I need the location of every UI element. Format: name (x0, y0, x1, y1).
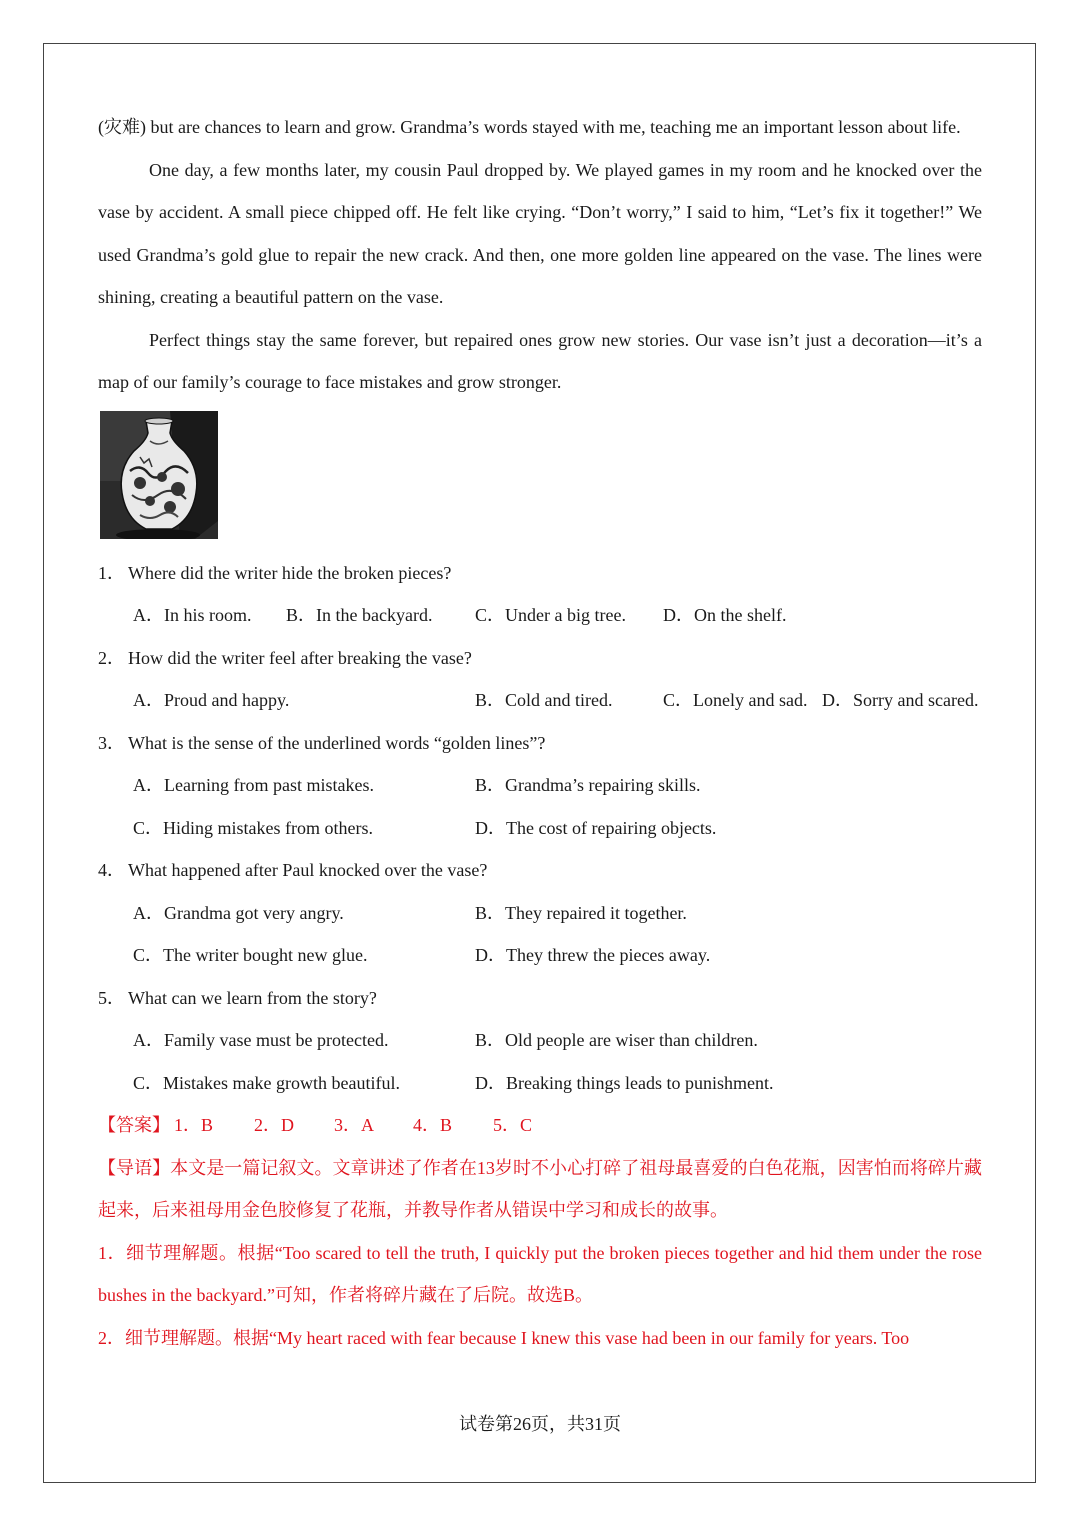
question-4: 4． What happened after Paul knocked over the vase? (98, 860, 488, 880)
question-5: 5． What can we learn from the story? (98, 987, 377, 1008)
passage-paragraph-2: One day, a few months later, my cousin Paul dropped by. We played games in my room and he knocked over the vase by accident. A small piece chipped off. He felt like crying. “Don’t worry,” I said to him, “Let’s fix it together!” We used Grandma’s gold glue to repair the new crack. And then, one more golden line appeared on the vase. The lines were shining, creating a beautiful pattern on the vase. (98, 159, 982, 307)
page-footer: 试卷第26页，共31页 (459, 1414, 621, 1434)
explanation-1: 1．细节理解题。根据“Too scared to tell the truth, I quickly put the broken pieces together and hid them under the rose bushes in the backyard.”可知，作者将碎片藏在了后院。故选B。 (98, 1242, 982, 1305)
option-a: A．Grandma got very angry. (133, 902, 344, 923)
option-a: A．Proud and happy. (133, 690, 290, 710)
option-c: C．Lonely and sad. (663, 690, 808, 710)
vase-photo (100, 411, 218, 539)
passage-paragraph-1: (灾难) but are chances to learn and grow. Grandma’s words stayed with me, teaching me an important lesson about life. (98, 117, 961, 137)
option-b: B．Cold and tired. (475, 690, 613, 710)
option-b: B．They repaired it together. (475, 902, 687, 923)
answer-3: 3．A (334, 1115, 374, 1135)
option-d: D．Breaking things leads to punishment. (475, 1072, 774, 1093)
question-5-options-row-1 (98, 1019, 982, 1062)
question-1: 1． Where did the writer hide the broken pieces? (98, 562, 452, 583)
answer-4: 4．B (413, 1115, 453, 1135)
question-1-options (98, 594, 982, 637)
question-3-options-row-1 (98, 764, 982, 807)
question-list (98, 552, 982, 1105)
option-d: D．They threw the pieces away. (475, 945, 711, 965)
option-d: D．The cost of repairing objects. (475, 817, 717, 838)
option-c: C．Mistakes make growth beautiful. (133, 1072, 400, 1093)
answer-2: 2．D (254, 1115, 294, 1135)
option-d: D．On the shelf. (663, 605, 787, 625)
option-a: A．In his room. (133, 605, 252, 625)
answer-label: 【答案】 (98, 1115, 170, 1135)
option-a: A．Family vase must be protected. (133, 1030, 389, 1050)
option-c: C．Under a big tree. (475, 605, 626, 625)
option-c: C．Hiding mistakes from others. (133, 817, 373, 838)
option-b: B．In the backyard. (286, 605, 433, 625)
passage-paragraph-3: Perfect things stay the same forever, but repaired ones grow new stories. Our vase isn’t just a decoration—it’s a map of our family’s courage to face mistakes and grow stronger. (98, 329, 982, 392)
option-a: A．Learning from past mistakes. (133, 775, 374, 795)
question-5-options-row-2 (98, 1062, 982, 1105)
option-c: C．The writer bought new glue. (133, 945, 368, 965)
option-d: D．Sorry and scared. (822, 690, 979, 710)
question-4-options-row-1 (98, 892, 982, 935)
guide-label: 【导语】 (98, 1157, 171, 1178)
guide-paragraph (98, 1147, 982, 1232)
question-3: 3． What is the sense of the underlined words “golden lines”? (98, 732, 546, 753)
option-b: B．Old people are wiser than children. (475, 1030, 758, 1050)
question-4-options-row-2 (98, 934, 982, 977)
question-3-options-row-2 (98, 807, 982, 850)
answer-key (98, 1104, 982, 1147)
page-content (98, 106, 982, 1359)
explanation-2: 2．细节理解题。根据“My heart raced with fear because I knew this vase had been in our family for years. Too (98, 1327, 910, 1348)
question-2: 2． How did the writer feel after breaking the vase? (98, 647, 472, 668)
guide-text: 本文是一篇记叙文。文章讲述了作者在13岁时不小心打碎了祖母最喜爱的白色花瓶，因害怕而将碎片藏起来，后来祖母用金色胶修复了花瓶，并教导作者从错误中学习和成长的故事。 (98, 1157, 983, 1220)
question-2-options (98, 679, 982, 722)
answer-1: 1．B (174, 1115, 214, 1135)
option-b: B．Grandma’s repairing skills. (475, 775, 701, 795)
answer-5: 5．C (493, 1115, 533, 1135)
